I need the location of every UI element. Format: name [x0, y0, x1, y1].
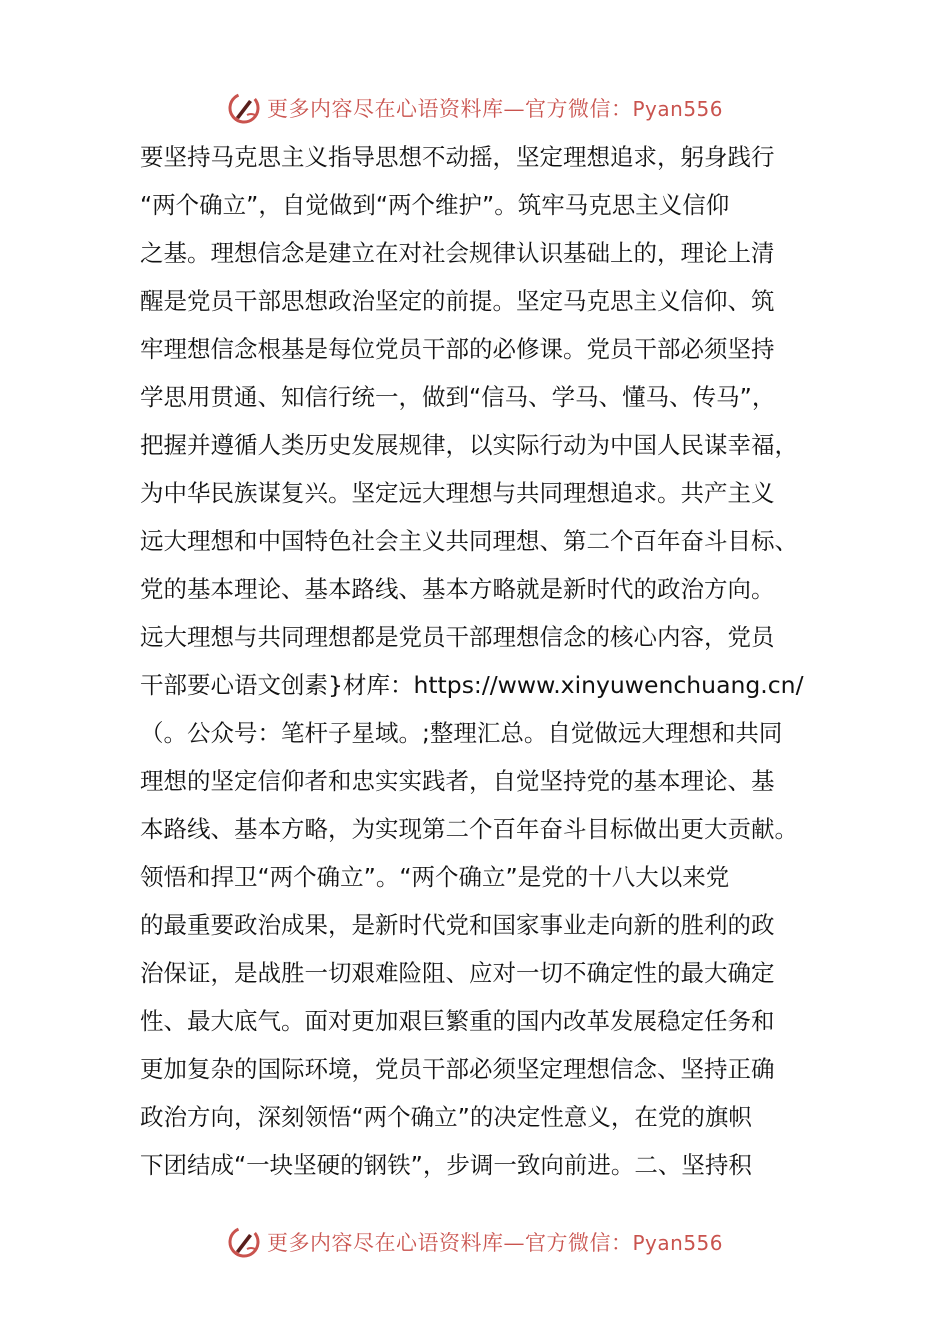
body-line: 干部要心语文创素}材库：https://www.xinyuwenchuang.cn/: [140, 671, 804, 699]
body-line: 远大理想与共同理想都是党员干部理想信念的核心内容，党员: [140, 623, 775, 651]
body-line: 之基。理想信念是建立在对社会规律认识基础上的，理论上清: [140, 239, 775, 267]
body-line: 的最重要政治成果，是新时代党和国家事业走向新的胜利的政: [140, 911, 775, 939]
body-line: 下团结成“一块坚硬的钢铁”，步调一致向前进。二、坚持积: [140, 1151, 752, 1179]
banner-wechat-label: 官方微信：: [524, 97, 633, 121]
banner-title: 更多内容尽在心语资料库: [266, 97, 504, 121]
body-line: 党的基本理论、基本路线、基本方略就是新时代的政治方向。: [140, 575, 775, 603]
banner-dash: —: [503, 97, 525, 121]
banner-wechat-id: Pyan556: [632, 1231, 723, 1255]
body-line: 领悟和捍卫“两个确立”。“两个确立”是党的十八大以来党: [140, 863, 730, 891]
body-line: 远大理想和中国特色社会主义共同理想、第二个百年奋斗目标、: [140, 527, 798, 555]
banner-title: 更多内容尽在心语资料库: [266, 1231, 504, 1255]
body-line: 醒是党员干部思想政治坚定的前提。坚定马克思主义信仰、筑: [140, 287, 775, 315]
pen-seal-logo-icon: [227, 91, 261, 125]
pen-seal-logo-icon: [227, 1225, 261, 1259]
footer-banner: [0, 1222, 950, 1262]
document-body: [140, 133, 812, 1189]
body-line: 理想的坚定信仰者和忠实实践者，自觉坚持党的基本理论、基: [140, 767, 775, 795]
body-line: 更加复杂的国际环境，党员干部必须坚定理想信念、坚持正确: [140, 1055, 775, 1083]
body-line: 治保证，是战胜一切艰难险阻、应对一切不确定性的最大确定: [140, 959, 775, 987]
banner-dash: —: [503, 1231, 525, 1255]
body-line: 本路线、基本方略，为实现第二个百年奋斗目标做出更大贡献。: [140, 815, 798, 843]
body-line: 牢理想信念根基是每位党员干部的必修课。党员干部必须坚持: [140, 335, 775, 363]
body-line: 要坚持马克思主义指导思想不动摇，坚定理想追求，躬身践行: [140, 143, 775, 171]
header-banner: [0, 88, 950, 128]
body-line: 学思用贯通、知信行统一，做到“信马、学马、懂马、传马”，: [140, 383, 776, 411]
banner-wechat-label: 官方微信：: [524, 1231, 633, 1255]
body-line: 把握并遵循人类历史发展规律，以实际行动为中国人民谋幸福，: [140, 431, 798, 459]
body-line: 政治方向，深刻领悟“两个确立”的决定性意义，在党的旗帜: [140, 1103, 752, 1131]
body-line: （。公众号：笔杆子星域。;整理汇总。自觉做远大理想和共同: [140, 719, 783, 747]
body-line: 性、最大底气。面对更加艰巨繁重的国内改革发展稳定任务和: [140, 1007, 775, 1035]
body-line: 为中华民族谋复兴。坚定远大理想与共同理想追求。共产主义: [140, 479, 775, 507]
body-line: “两个确立”，自觉做到“两个维护”。筑牢马克思主义信仰: [140, 191, 730, 219]
banner-wechat-id: Pyan556: [632, 97, 723, 121]
